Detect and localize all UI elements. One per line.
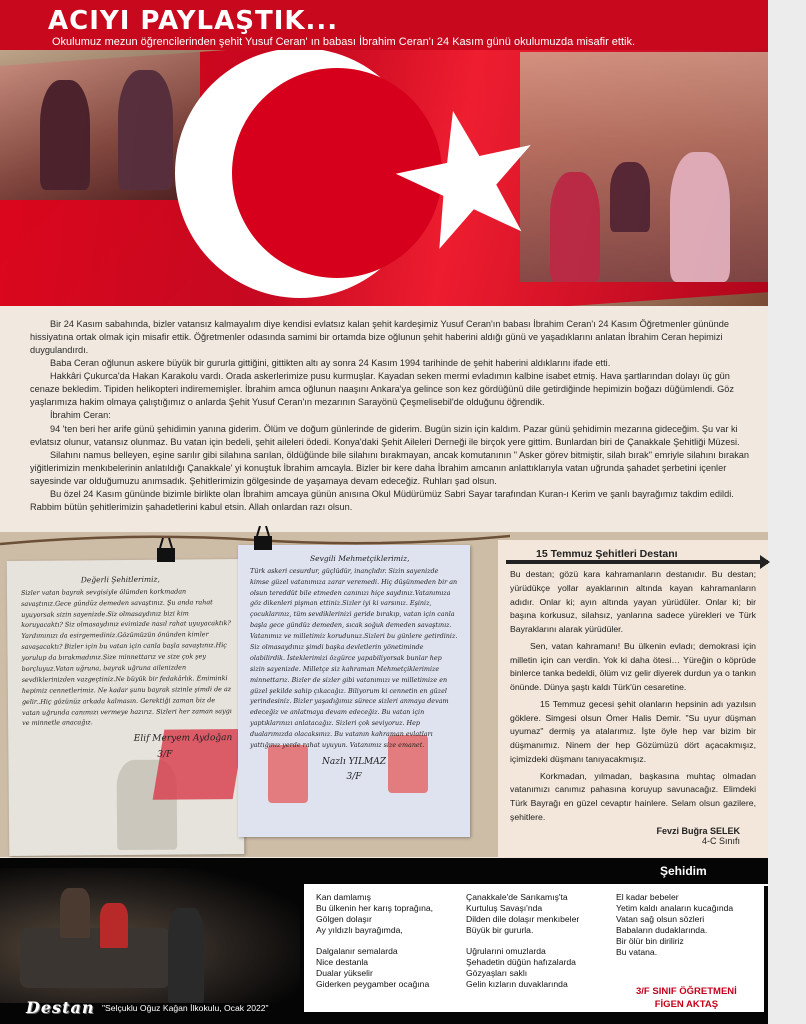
- article-paragraph: 94 'ten beri her arife günü şehidimin yanına giderim. Ölüm ve doğum günlerinde de giderim. Bugün sizin için kaldım. Pazar günü şehidimin mezarına gideceğim. Şu var ki evlatsız olunur, vatansız olunmaz. Bu vatan için bedeli, şehit aileleri ödedi. Konya'daki Şehit Aileleri Derneği ile birçok yere gittim. Bunlardan biri de Çanakkale Şehitliği Müzesi.: [30, 423, 740, 447]
- letter-greeting: Değerli Şehitlerimiz,: [80, 574, 160, 585]
- article-body: [30, 318, 754, 514]
- poem-line: Dalgalanır semalarda: [316, 946, 398, 956]
- star-icon: [392, 102, 542, 252]
- binder-clip-icon: [252, 526, 274, 552]
- person-figure: [670, 152, 730, 282]
- page-subtitle: Okulumuz mezun öğrencilerinden şehit Yusuf Ceran' ın babası İbrahim Ceran'ı 24 Kasım günü okulumuzda misafir ettik.: [52, 36, 636, 48]
- poem-line: Giderken peygamber ocağına: [316, 979, 430, 989]
- poem-line: El kadar bebeler: [616, 892, 679, 902]
- stanza-break: [316, 936, 433, 946]
- poem-line: Bir ölür bin diriliriz: [616, 936, 684, 946]
- article-paragraph: Baba Ceran oğlunun askere büyük bir gururla gittiğini, gittikten altı ay sonra 24 Kasım 1994 tarihinde de şehit haberini aldıklarını ifade etti.: [50, 358, 611, 369]
- letter-greeting: Sevgili Mehmetçiklerimiz,: [310, 554, 410, 563]
- poem-line: Kurtuluş Savaşı'nda: [466, 903, 543, 913]
- poem-line: Bu vatana.: [616, 947, 658, 957]
- student-letter-2: [238, 545, 470, 837]
- right-margin-strip: [768, 0, 806, 1024]
- destan-body: [510, 568, 756, 828]
- soldier-figure: [168, 908, 204, 1003]
- poem-column-1: [316, 892, 433, 990]
- destan-title: 15 Temmuz Şehitleri Destanı: [536, 548, 678, 560]
- poem-line: Dilden dile dolaşır menkıbeler: [466, 914, 580, 924]
- poem-line: Dualar yükselir: [316, 968, 373, 978]
- hero-banner: [0, 0, 768, 306]
- article-paragraph: Hakkâri Çukurca'da Hakan Karakolu vardı. Orada askerlerimize pusu kurmuşlar. Kayadan seken mermi evladımın kalbine isabet etmiş. Hava şartlarından dolayı üç gün cenaze bekledim. Tipiden helikopteri indirememişler. İbrahim amca oğlunun naaşını Ankara'ya gelince son kez gördüğünü dile getirdiğinde hepimizin boğazı düğümlendi. Göz yaşlarımıza hakim olmaya çalıştığımız o anlarda Şehit Yusuf Ceran'ın mezarının Sarayönü Çeşmelisebil'de olduğunu öğrendik.: [30, 371, 734, 408]
- stanza-break: [466, 936, 579, 946]
- destan-paragraph: Korkmadan, yılmadan, başkasına muhtaç olmadan vatanımızı canımız pahasına koruyup savunacağız. Elimdeki Türk Bayrağı en güzel cevaptır hainlere. Selam olsun gazilere, şehitlere.: [510, 770, 756, 822]
- poem-column-2: [466, 892, 579, 990]
- destan-signature: [656, 826, 740, 846]
- letter-signature: Nazlı YILMAZ: [321, 756, 387, 767]
- poem-line: Büyük bir gururla.: [466, 925, 534, 935]
- person-figure: [60, 888, 90, 938]
- poem-line: Şehadetin düğün hafızalarda: [466, 957, 576, 967]
- poem-line: Kan damlamış: [316, 892, 371, 902]
- teacher-credit: [636, 986, 737, 1012]
- photo-july15: [0, 868, 300, 1003]
- poem-line: Gözyaşları saklı: [466, 968, 528, 978]
- teacher-role: 3/F SINIF ÖĞRETMENİ: [636, 986, 737, 997]
- poem-line: Gölgen dolaşır: [316, 914, 372, 924]
- letter-text: Türk askeri cesurdur, güçlüdür, inançlıdır. Sizin sayenizde kimse güzel vatanımıza zarar veremedi. Hiç düşünmeden bir an olsun tereddüt bile etmeden canınızı hiçe saydınız.Vatanımıza göz dikenleri pişman ettiniz.Sizler iyi ki varsınız. Eşiniz, çocuklarınız, tüm sevdiklerinizi geride bırakıp, vatan için canla başla gece gündüz demeden, sıcak soğuk demeden savaştınız. Vatanımız ve milletimiz korudunuz.Sizleri bu günlere getirdiniz. Siz olmasaydınız şimdi başka devletlerin yönetiminde olabilirdik. İsteklerimizi özgürce yapabiliyorsak bunlar hep sizin sayenizde. Milletçe siz kahraman Mehmetçiklerimize minnettarız. Bizler de sizler gibi vatanımızı ve milletimize en güzel şekilde sahip çıkacağız. Biliyorum ki cennetin en güzel yerindesiniz. Bizler yaşadığımız sürece sizleri anmaya devam edeceğiz ve anlatmaya devam edeceğiz. Bu vatan için yaptıklarınızı anlatacağız. Sizleri çok seviyoruz. Hep dualarımızda olacaksınız. Bu vatanın kahraman evlatları yattığınız yerde rahat uyuyun. Vatanımız size emanet.: [250, 566, 458, 749]
- page-title: ACIYI PAYLAŞTIK...: [48, 6, 339, 36]
- author-class: 4-C Sınıfı: [701, 836, 740, 846]
- destan-paragraph: Sen, vatan kahramanı! Bu ülkenin evladı; demokrasi için milletin için can verdin. Yok ki daha ötesi… Yüreğin o köprüde binlerce tanka bedeldi, ölüm vız gelir diyerek durdun ya o tankın önünde. Dünya şaştı kaldı Türk'ün cesaretine.: [510, 640, 756, 692]
- footer-section: [0, 858, 768, 1024]
- photo-meeting-room: [520, 52, 768, 282]
- person-figure: [118, 70, 173, 190]
- tank-silhouette: [20, 928, 170, 988]
- letter-text: Sizler vatan bayrak sevgisiyle ölümden korkmadan savaştınız.Gece gündüz demeden savaştınız. Şu anda rahat uyuyorsak sizin sayenizde.Siz olmasaydınız bizi kim koruyacaktı? Siz olmasaydınız evimizde nasıl rahat uyuyacaktık? Yardımınızı da esirgemediniz.Gözümüzün önünden kimler savaşacaktı? Bizler için bu vatan için canla başla savaştınız.Hiç yorulup da bırakmadınız.Size minnettarız ve size çok şey borçluyuz.Vatan uğruna, bayrak uğruna ailenizden sevdiklerinizden vazgeçtiniz.Ne büyük bir fedakârlık. Emiminki hepimiz cennetlerimiz. Ne kadar şunu bayrak sizinle şimdi de az gelir..Hiç gözünüz arkada kalmasın. Gerektiği zaman biz de vatan uğrunda canımızı vermeye hazırız. Sizleri her zaman saygı ve minnetle anacağız.: [20, 587, 232, 728]
- poem-title: Şehidim: [660, 864, 707, 878]
- person-figure: [550, 172, 600, 282]
- article-paragraph: Bir 24 Kasım sabahında, bizler vatansız kalmayalım diye kendisi evlatsız kalan şehit kardeşimiz Yusuf Ceran'ın babası İbrahim Ceran'ı 24 Kasım Öğretmenler gününde hissiyatına ortak olmak için misafir ettik. Öğretmenler odasında samimi bir ortamda bize oğlunun şehit haberini aldığı günü ve yaşadıklarını anlatan İbrahim Ceran hepimizi duygulandırdı.: [30, 319, 729, 356]
- student-letter-1: [7, 559, 245, 856]
- newsletter-edition: "Selçuklu Oğuz Kağan İlkokulu, Ocak 2022": [102, 1003, 269, 1013]
- poem-line: Ay yıldızlı bayrağımda,: [316, 925, 403, 935]
- article-paragraph: Bu özel 24 Kasım gününde bizimle birlikte olan İbrahim amcaya günün anısına Okul Müdürümüz Sabri Sayar tarafından Kuran-ı Kerim ve şanlı bayrağımız takdim edildi. Rabbim bütün şehitlerimizin şahadetlerini kabul etsin. Allah onlardan razı olsun.: [30, 488, 734, 512]
- binder-clip-icon: [155, 538, 177, 564]
- person-figure: [40, 80, 90, 190]
- teacher-name: FİGEN AKTAŞ: [654, 998, 719, 1010]
- poem-line: Babaların dudaklarında.: [616, 925, 708, 935]
- destan-column: [498, 540, 768, 858]
- article-paragraph: Silahını namus belleyen, eşine sarılır gibi silahına sarılan, öldüğünde bile silahını bırakmayan, ancak komutanının " Asker görev bitmiştir, silah bırak" emriyle silahını bırakan yiğitlerimizin menkıbelerinin anlatıldığı Çanakkale' yi konuştuk İbrahim amcayla. Bizler bir kere daha İbrahim amcanın anlattıklarıyla vatan uğrunda şahadet şerbetini içenler sayesinde var olduğumuzu anımsadık. Şehitlerimizin gölgesinde de yaşamaya devam edeceğiz. Ruhları şad olsun.: [30, 449, 750, 486]
- poem-line: Bu ülkenin her karış toprağına,: [316, 903, 434, 913]
- poem-line: Uğrularıni omuzlarda: [466, 946, 546, 956]
- letter-class: 3/F: [157, 749, 173, 760]
- poem-column-3: [616, 892, 733, 958]
- poem-line: Yetim kaldı anaların kucağında: [616, 903, 734, 913]
- poem-line: Vatan sağ olsun sözleri: [616, 914, 705, 924]
- newsletter-logo: Destan: [26, 998, 95, 1017]
- author-name: Fevzi Buğra SELEK: [656, 826, 740, 836]
- letter-class: 3/F: [346, 772, 362, 783]
- flag-figure: [100, 903, 128, 948]
- destan-paragraph: 15 Temmuz gecesi şehit olanların hepsinin adı yazılsın göklere. Simgesi olsun Ömer Halis Demir. "Su uyur düşman uyumaz" dermiş ya atalarımız. İşte öyle hep var bizim bir düşmanımız. Ninem der hep Gözümüzü dört açacakmışız, içimizdeki düşmanı tanıyacakmışız.: [510, 698, 756, 764]
- photo-ceremony: [0, 50, 200, 200]
- person-figure: [610, 162, 650, 232]
- poem-line: Nice destanla: [316, 957, 369, 967]
- poem-line: Çanakkale'de Sarıkamış'ta: [466, 892, 568, 902]
- arrow-divider: [506, 560, 768, 564]
- poem-line: Gelin kızların duvaklarında: [466, 979, 568, 989]
- article-paragraph: İbrahim Ceran:: [50, 410, 111, 421]
- letter-signature: Elif Meryem Aydoğan: [133, 733, 233, 745]
- destan-paragraph: Bu destan; gözü kara kahramanların destanıdır. Bu destan; yürüdükçe yollar ayaklarının altında kayan kahramanların adıdır. Onlar ki; ayın altında yayan yürüdüler. Onlar ki; bir başına korkusuz, silahsız, yanlarına sadece yürekleri ve Türk Bayraklarını alarak yürüdüler.: [510, 569, 756, 634]
